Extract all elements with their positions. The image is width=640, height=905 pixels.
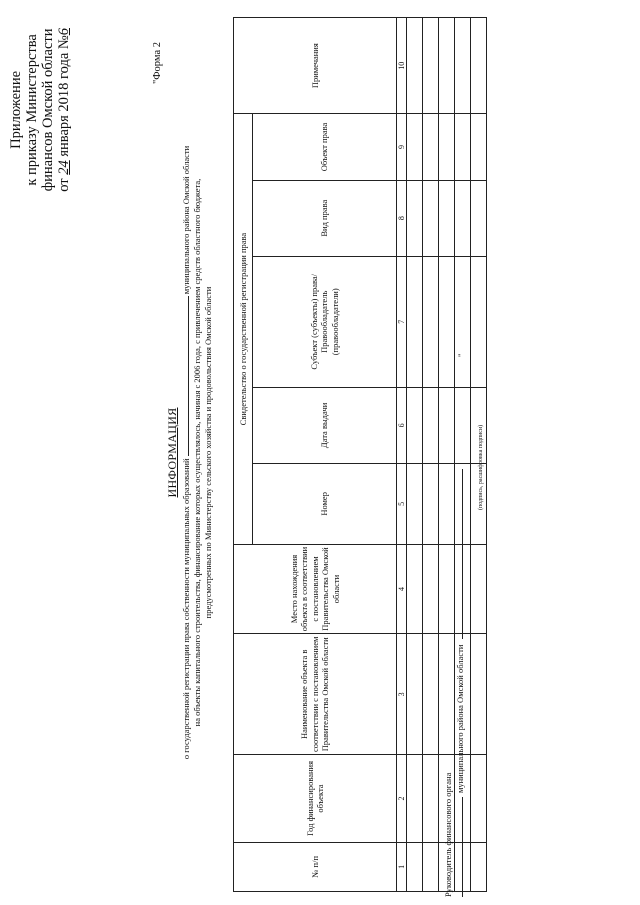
- column-number: 5: [397, 464, 407, 545]
- header-certificate: Свидетельство о государственной регистрации права: [234, 114, 253, 544]
- table-row: [439, 18, 455, 892]
- table-cell: [423, 755, 439, 842]
- appendix-line-4: [56, 28, 72, 192]
- header-num: № п/п: [234, 842, 397, 891]
- header-issue-date: Дата выдачи: [253, 387, 397, 463]
- table-cell: [455, 18, 471, 114]
- table-cell: [407, 634, 423, 755]
- table-cell: [439, 256, 455, 387]
- signature-blank-right: [454, 469, 463, 639]
- header-object-name: Наименование объекта в соответствии с постановлением Правительства Омской области: [234, 634, 397, 755]
- table-cell: [407, 180, 423, 256]
- column-number: 2: [397, 755, 407, 842]
- table-cell: [423, 387, 439, 463]
- table-cell: [407, 256, 423, 387]
- form-label: "Форма 2: [152, 42, 163, 85]
- subtitle-line-2: на объекты капитального строительства, финансирование которых осуществлялось, начиная с 2006 года, с привлечением средств областного бюджета,: [192, 178, 202, 727]
- header-location: Место нахождения объекта в соответствии с постановлением Правительства Омской области: [234, 544, 397, 634]
- table-cell: [407, 464, 423, 545]
- table-cell: [471, 842, 487, 891]
- signature-line-1: Руководитель финансового органа: [443, 772, 453, 897]
- header-right-object: Объект права: [253, 114, 397, 180]
- column-number: 3: [397, 634, 407, 755]
- table-cell: [455, 114, 471, 180]
- subtitle-line-1-start: о государственной регистрации права собственности муниципальных образований: [181, 458, 191, 760]
- document-title: ИНФОРМАЦИЯ: [165, 407, 179, 498]
- table-cell: [423, 114, 439, 180]
- table-cell: [407, 755, 423, 842]
- appendix-date-middle: января 2018 года №: [56, 35, 72, 161]
- table-cell: [455, 387, 471, 463]
- document-subtitle: [180, 60, 214, 845]
- header-cert-number: Номер: [253, 464, 397, 545]
- signature-line-2-text: муниципального района Омской области: [455, 644, 465, 793]
- table-cell: [439, 114, 455, 180]
- table-cell: [407, 18, 423, 114]
- table-cell: [455, 256, 471, 387]
- table-cell: [407, 114, 423, 180]
- table-cell: [407, 544, 423, 634]
- registration-table: [233, 17, 487, 892]
- subtitle-line-1: [180, 60, 192, 845]
- table-cell: [455, 180, 471, 256]
- table-cell: [423, 180, 439, 256]
- appendix-line-1: Приложение: [8, 70, 24, 149]
- column-number: 7: [397, 256, 407, 387]
- table-cell: [407, 842, 423, 891]
- column-number: 8: [397, 180, 407, 256]
- header-right-type: Вид права: [253, 180, 397, 256]
- column-number: 4: [397, 544, 407, 634]
- table-row: [423, 18, 439, 892]
- table-cell: [423, 634, 439, 755]
- appendix-line-3: финансов Омской области: [40, 28, 56, 192]
- header-year: Год финансирования объекта: [234, 755, 397, 842]
- appendix-line-2: к приказу Министерства: [24, 34, 40, 186]
- appendix-day: 24: [56, 160, 72, 175]
- table-row: [407, 18, 423, 892]
- appendix-order-number: 6: [56, 28, 72, 36]
- table-cell: [471, 18, 487, 114]
- closing-quote: ": [456, 353, 466, 357]
- table-cell: [471, 544, 487, 634]
- table-cell: [471, 634, 487, 755]
- table-cell: [423, 544, 439, 634]
- table-cell: [423, 18, 439, 114]
- table-cell: [423, 256, 439, 387]
- table-cell: [439, 634, 455, 755]
- column-number: 9: [397, 114, 407, 180]
- signature-line-2: [454, 469, 465, 897]
- table-cell: [471, 256, 487, 387]
- signature-blank-left: [454, 797, 463, 897]
- table-cell: [439, 387, 455, 463]
- table-cell: [439, 544, 455, 634]
- column-number: 1: [397, 842, 407, 891]
- table-cell: [471, 755, 487, 842]
- table-cell: [423, 464, 439, 545]
- header-notes: Примечания: [234, 18, 397, 114]
- appendix-date-prefix: от: [56, 174, 72, 192]
- subtitle-line-1-end: муниципального района Омской области: [181, 145, 191, 295]
- table-cell: [423, 842, 439, 891]
- table-cell: [407, 387, 423, 463]
- table-cell: [439, 464, 455, 545]
- table-cell: [471, 114, 487, 180]
- table-cell: [439, 180, 455, 256]
- appendix-header: [8, 28, 72, 192]
- signature-caption: (подпись, расшифровка подписи): [478, 424, 484, 510]
- table-cell: [439, 18, 455, 114]
- header-rights-subject: Субъект (субъекты) права/ Правообладатель (правообладатели): [253, 256, 397, 387]
- table-cell: [471, 180, 487, 256]
- column-number-row: [397, 18, 407, 892]
- column-number: 6: [397, 387, 407, 463]
- subtitle-line-3: предусмотренных по Министерству сельского хозяйства и продовольствия Омской области: [203, 286, 213, 619]
- municipality-blank-line: [180, 296, 189, 456]
- column-number: 10: [397, 18, 407, 114]
